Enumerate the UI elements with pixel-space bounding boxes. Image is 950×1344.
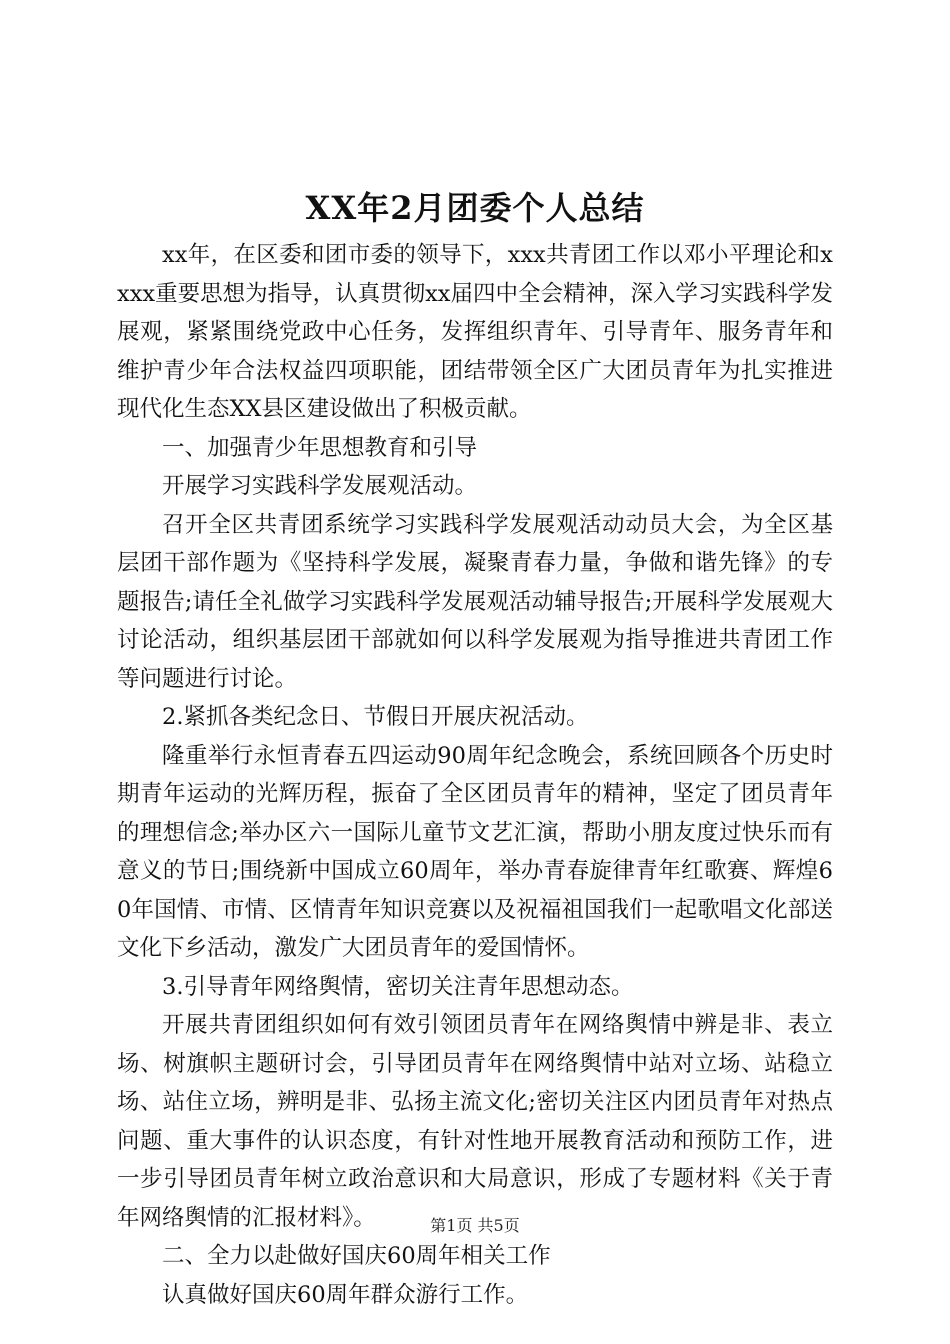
body-paragraph: 隆重举行永恒青春五四运动90周年纪念晚会，系统回顾各个历史时期青年运动的光辉历程，振奋了全区团员青年的精神，坚定了团员青年的理想信念;举办区六一国际儿童节文艺汇演，帮助小朋友度过快乐而有意义的节日;围绕新中国成立60周年，举办青春旋律青年红歌赛、辉煌60年国情、市情、区情青年知识竞赛以及祝福祖国我们一起歌唱文化部送文化下乡活动，激发广大团员青年的爱国情怀。 <box>117 742 833 961</box>
section-heading-1: 一、加强青少年思想教育和引导 <box>162 434 478 461</box>
section-heading-2: 二、全力以赴做好国庆60周年相关工作 <box>162 1243 551 1269</box>
subsection-heading-4: 认真做好国庆60周年群众游行工作。 <box>162 1281 529 1308</box>
intro-paragraph: xx年，在区委和团市委的领导下，xxx共青团工作以邓小平理论和xxxx重要思想为指导，认真贯彻xx届四中全会精神，深入学习实践科学发展观，紧紧围绕党政中心任务，发挥组织青年、引导青年、服务青年和维护青少年合法权益四项职能，团结带领全区广大团员青年为扎实推进现代化生态XX县区建设做出了积极贡献。 <box>117 242 833 422</box>
document-title: XX年2月团委个人总结 <box>305 189 645 227</box>
body-paragraph: 开展共青团组织如何有效引领团员青年在网络舆情中辨是非、表立场、树旗帜主题研讨会，引导团员青年在网络舆情中站对立场、站稳立场、站住立场，辨明是非、弘扬主流文化;密切关注区内团员青年对热点问题、重大事件的认识态度，有针对性地开展教育活动和预防工作，进一步引导团员青年树立政治意识和大局意识，形成了专题材料《关于青年网络舆情的汇报材料》。 <box>117 1012 833 1231</box>
subsection-heading-1: 开展学习实践科学发展观活动。 <box>162 473 478 499</box>
document-body <box>117 236 833 1314</box>
subsection-heading-3: 3.引导青年网络舆情，密切关注青年思想动态。 <box>162 973 634 1000</box>
page-number-footer: 第1页 共5页 <box>430 1216 520 1235</box>
body-paragraph: 召开全区共青团系统学习实践科学发展观活动动员大会，为全区基层团干部作题为《坚持科学发展，凝聚青春力量，争做和谐先锋》的专题报告;请任全礼做学习实践科学发展观活动辅导报告;开展科学发展观大讨论活动，组织基层团干部就如何以科学发展观为指导推进共青团工作等问题进行讨论。 <box>117 511 833 692</box>
subsection-heading-2: 2.紧抓各类纪念日、节假日开展庆祝活动。 <box>162 704 589 730</box>
